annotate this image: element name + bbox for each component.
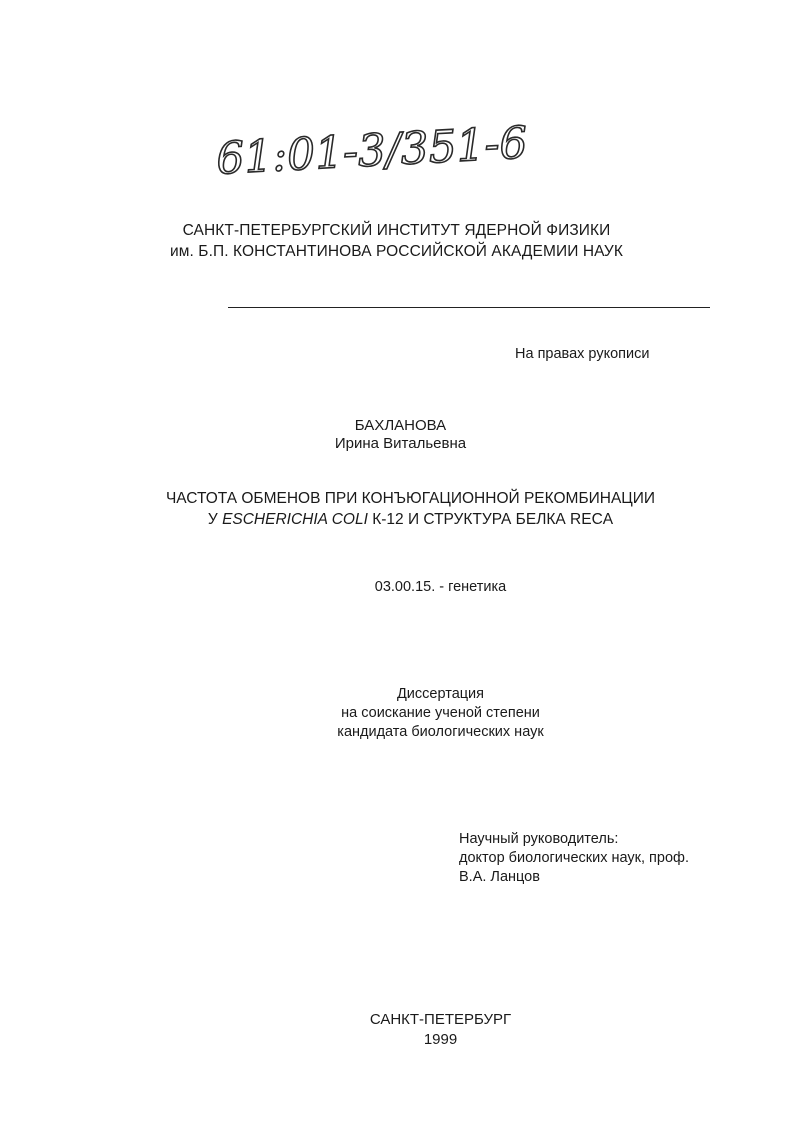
- title-line-1: ЧАСТОТА ОБМЕНОВ ПРИ КОНЪЮГАЦИОННОЙ РЕКОМБИНАЦИИ: [165, 490, 656, 507]
- handwritten-code-text: 61:01-3/351-6: [215, 117, 529, 182]
- degree-line-1: Диссертация: [396, 686, 485, 702]
- handwritten-code-drawing: [212, 112, 592, 182]
- publication-year: 1999: [423, 1031, 458, 1048]
- specialty-code: 03.00.15. - генетика: [374, 579, 507, 595]
- institute-line-1: САНКТ-ПЕТЕРБУРГСКИЙ ИНСТИТУТ ЯДЕРНОЙ ФИЗИКИ: [182, 222, 611, 239]
- advisor-line-2: доктор биологических наук, проф.: [459, 850, 689, 866]
- manuscript-note: На правах рукописи: [515, 346, 650, 362]
- author-block: [4, 417, 793, 453]
- title-line-2-prefix: У: [207, 511, 218, 528]
- degree-line-3: кандидата биологических наук: [337, 724, 544, 740]
- handwritten-archive-code: [212, 112, 592, 182]
- institute-name: [0, 220, 793, 262]
- advisor-line-3: В.А. Ланцов: [459, 869, 540, 885]
- author-surname: БАХЛАНОВА: [354, 417, 447, 434]
- scientific-advisor: [459, 830, 689, 887]
- degree-line-2: на соискание ученой степени: [341, 705, 540, 721]
- advisor-line-1: Научный руководитель:: [459, 831, 619, 847]
- header-divider: [228, 307, 710, 308]
- dissertation-degree: [44, 685, 793, 742]
- dissertation-title: [14, 488, 793, 530]
- title-line-2: [14, 509, 793, 530]
- city-year: [44, 1010, 793, 1050]
- title-line-2-suffix: К-12 И СТРУКТУРА БЕЛКА RECA: [372, 511, 614, 528]
- city-name: САНКТ-ПЕТЕРБУРГ: [369, 1011, 512, 1028]
- title-organism-name: ESCHERICHIA COLI: [222, 511, 368, 528]
- author-given-names: Ирина Витальевна: [334, 435, 467, 452]
- institute-line-2: им. Б.П. КОНСТАНТИНОВА РОССИЙСКОЙ АКАДЕМИИ НАУК: [169, 243, 623, 260]
